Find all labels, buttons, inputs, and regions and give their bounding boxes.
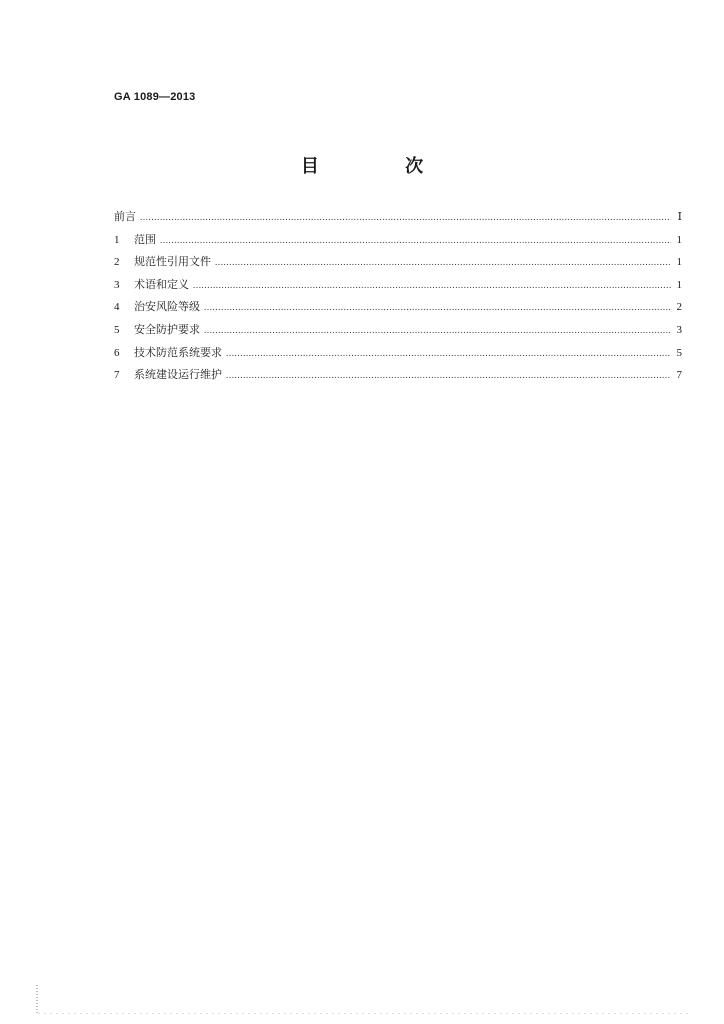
toc-entry-page: Ⅰ	[677, 211, 682, 223]
toc-entry-technical-system-requirements[interactable]	[114, 344, 682, 367]
toc-dot-leader	[160, 235, 671, 245]
toc-entry-label: 前言	[114, 210, 136, 223]
toc-entry-label: 系统建设运行维护	[134, 368, 222, 382]
toc-dot-leader	[226, 348, 671, 358]
toc-entry-label: 治安风险等级	[134, 300, 200, 314]
toc-entry-terms-definitions[interactable]	[114, 276, 682, 299]
toc-dot-leader	[226, 370, 671, 380]
toc-entry-number: 5	[114, 323, 120, 336]
toc-entry-preface[interactable]	[114, 208, 682, 231]
toc-dot-leader	[193, 280, 671, 290]
toc-entry-label: 技术防范系统要求	[134, 345, 222, 359]
toc-entry-page: 1	[676, 256, 682, 269]
toc-entry-label: 安全防护要求	[134, 322, 200, 336]
toc-entry-number: 6	[114, 346, 120, 359]
toc-entry-page: 7	[676, 369, 682, 382]
toc-entry-label: 术语和定义	[134, 277, 189, 291]
toc-entry-number: 4	[114, 301, 120, 314]
scan-bottom-mark	[38, 1013, 688, 1014]
toc-title: 目 次	[300, 156, 464, 177]
toc-entry-protection-requirements[interactable]	[114, 321, 682, 344]
toc-entry-number: 1	[114, 233, 120, 246]
standard-code: GA 1089—2013	[114, 91, 196, 103]
toc-entry-page: 2	[676, 301, 682, 314]
toc-entry-normative-references[interactable]	[114, 253, 682, 276]
toc-entry-page: 1	[676, 278, 682, 291]
toc-dot-leader	[204, 325, 671, 335]
toc-entry-system-maintenance[interactable]	[114, 366, 682, 389]
toc-entry-number: 3	[114, 278, 120, 291]
toc-entry-page: 5	[676, 346, 682, 359]
toc-entry-page: 3	[676, 323, 682, 336]
toc-dot-leader	[204, 302, 671, 312]
toc-entry-label: 范围	[134, 232, 156, 246]
toc-dot-leader	[140, 212, 671, 222]
toc-entry-scope[interactable]	[114, 231, 682, 254]
toc-entry-risk-levels[interactable]	[114, 298, 682, 321]
toc-dot-leader	[215, 257, 671, 267]
toc-entry-number: 2	[114, 256, 120, 269]
toc-entry-page: 1	[676, 233, 682, 246]
toc-entry-number: 7	[114, 369, 120, 382]
toc-entry-label: 规范性引用文件	[134, 255, 211, 269]
scan-edge-mark	[36, 985, 38, 1015]
toc-list	[114, 208, 682, 389]
